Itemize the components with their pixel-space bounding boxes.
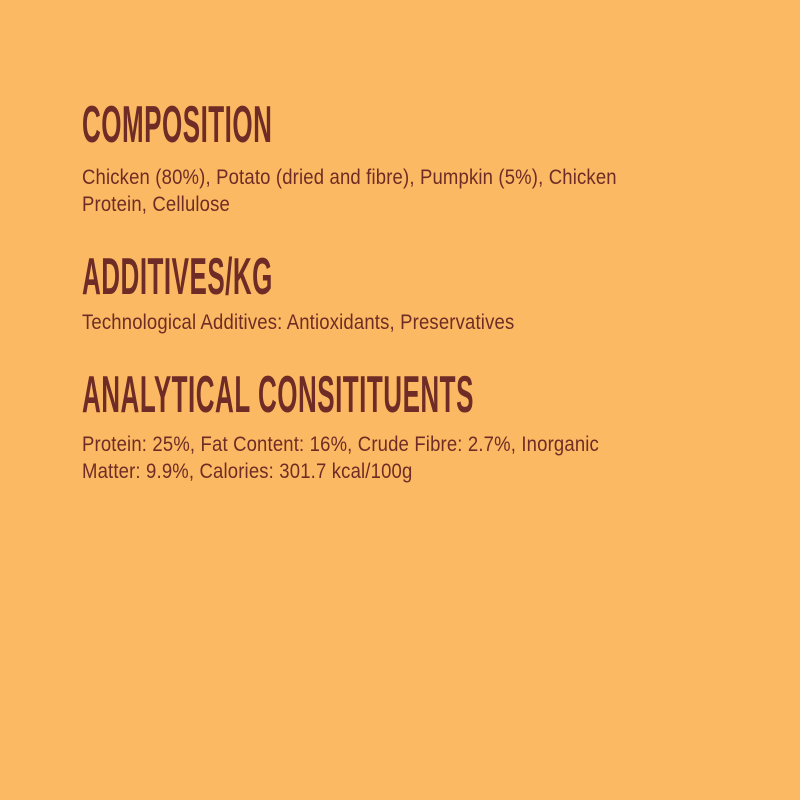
composition-line-2: Protein, Cellulose	[82, 193, 231, 216]
analytical-constituents-heading: ANALYTICAL CONSITITUENTS	[82, 366, 474, 424]
additives-heading: ADDITIVES/KG	[82, 248, 273, 306]
composition-body	[82, 164, 617, 218]
additives-line-1: Technological Additives: Antioxidants, Preservatives	[82, 311, 515, 334]
analytical-line-1: Protein: 25%, Fat Content: 16%, Crude Fibre: 2.7%, Inorganic	[82, 433, 599, 456]
analytical-line-2: Matter: 9.9%, Calories: 301.7 kcal/100g	[82, 460, 413, 483]
composition-heading: COMPOSITION	[82, 96, 273, 154]
analytical-constituents-body	[82, 431, 599, 485]
composition-line-1: Chicken (80%), Potato (dried and fibre), Pumpkin (5%), Chicken	[82, 166, 617, 189]
additives-body	[82, 309, 514, 336]
